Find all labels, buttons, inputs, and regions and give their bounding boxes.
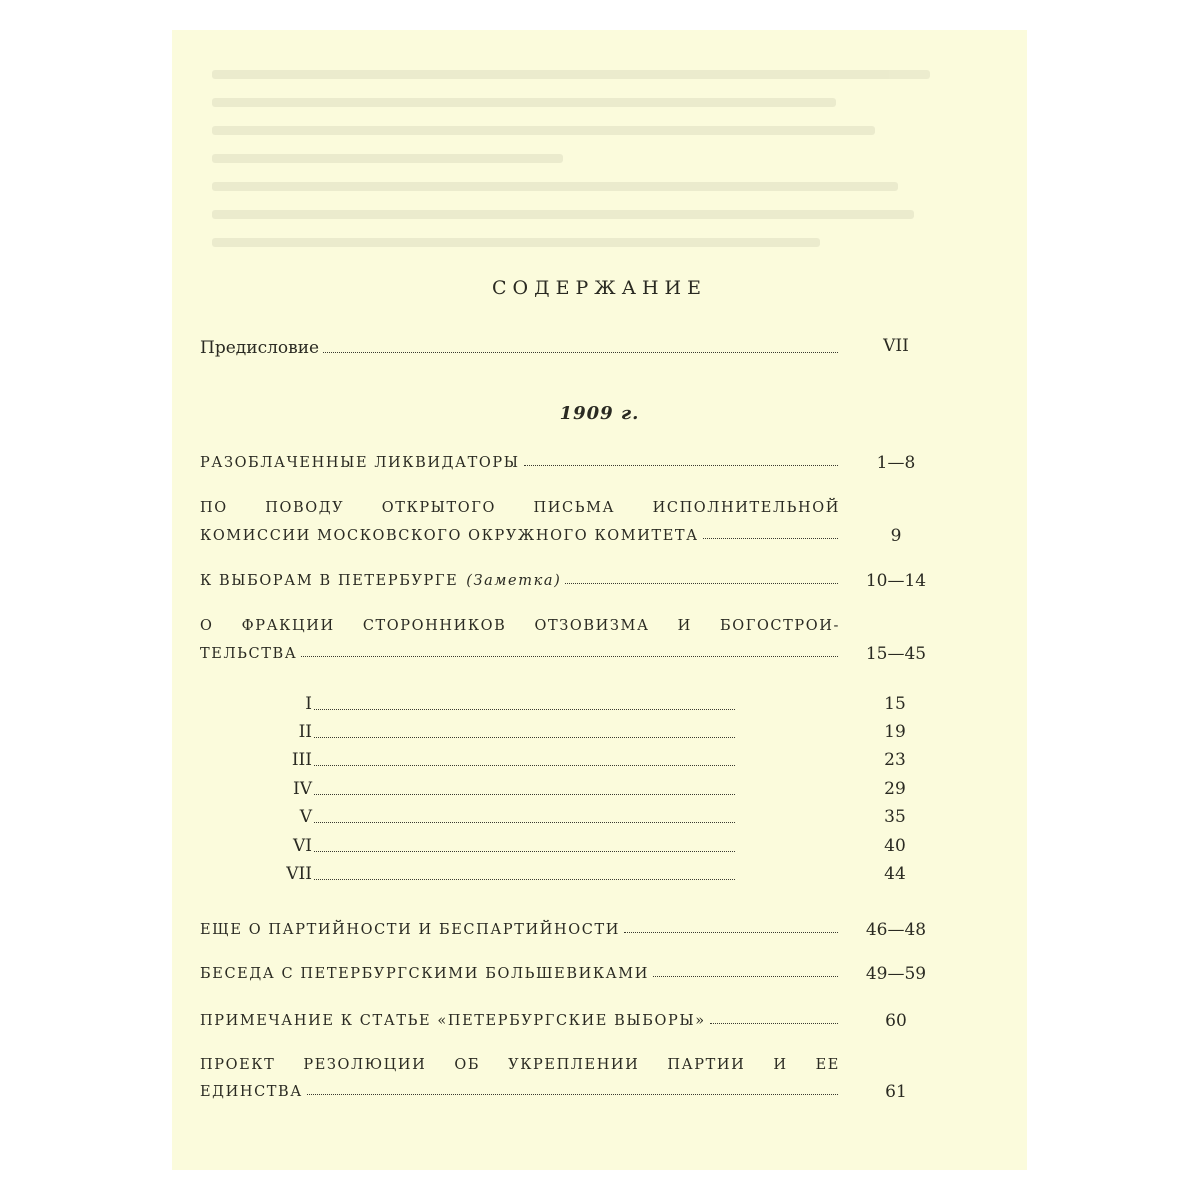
subsection-number: VII [286,864,312,884]
toc-page-number: 19 [884,722,906,742]
leader-dots [314,822,735,823]
toc-entry[interactable] [200,1013,840,1029]
toc-entry-preface[interactable] [200,338,840,358]
toc-entry-line1[interactable]: О ФРАКЦИИ СТОРОННИКОВ ОТЗОВИЗМА И БОГОСТРОИ- [200,618,840,634]
toc-subsection[interactable] [172,836,737,856]
toc-entry[interactable] [200,966,840,982]
leader-dots [314,737,735,738]
toc-entry[interactable] [200,922,840,938]
leader-dots [314,794,735,795]
toc-page-number: 35 [884,807,906,827]
toc-subsection[interactable] [172,694,737,714]
toc-entry-label: ЕДИНСТВА [200,1084,303,1100]
toc-page-number: 23 [884,750,906,770]
subsection-number: II [298,722,312,742]
leader-dots [710,1023,838,1024]
toc-page-number: 61 [885,1082,907,1102]
toc-subsection[interactable] [172,722,737,742]
toc-entry[interactable] [200,1084,840,1100]
toc-page-number: 60 [885,1011,907,1031]
toc-entry-note: (Заметка) [466,573,562,589]
toc-page-number: 46—48 [865,920,927,940]
toc-entry-label: К ВЫБОРАМ В ПЕТЕРБУРГЕ [200,573,459,589]
subsection-number: I [305,694,312,714]
leader-dots [524,465,838,466]
toc-entry-line1[interactable]: ПРОЕКТ РЕЗОЛЮЦИИ ОБ УКРЕПЛЕНИИ ПАРТИИ И ЕЕ [200,1057,840,1073]
toc-subsection[interactable] [172,750,737,770]
leader-dots [314,851,735,852]
leader-dots [314,765,735,766]
year-heading: 1909 г. [559,403,640,424]
toc-title: СОДЕРЖАНИЕ [492,277,707,299]
toc-page-number: 15—45 [865,644,927,664]
toc-subsection[interactable] [172,779,737,799]
subsection-number: IV [293,779,312,799]
toc-entry-label: БЕСЕДА С ПЕТЕРБУРГСКИМИ БОЛЬШЕВИКАМИ [200,966,649,982]
leader-dots [624,932,838,933]
toc-entry-label: КОМИССИИ МОСКОВСКОГО ОКРУЖНОГО КОМИТЕТА [200,528,699,544]
toc-entry-label: ЕЩЕ О ПАРТИЙНОСТИ И БЕСПАРТИЙНОСТИ [200,922,620,938]
book-page [172,30,1027,1170]
leader-dots [323,352,838,353]
toc-entry-label: Предисловие [200,338,320,358]
toc-page-number: 10—14 [865,571,927,591]
toc-page-number: 49—59 [865,964,927,984]
subsection-number: VI [293,836,312,856]
leader-dots [703,538,838,539]
toc-entry-line1[interactable]: ПО ПОВОДУ ОТКРЫТОГО ПИСЬМА ИСПОЛНИТЕЛЬНОЙ [200,500,840,516]
leader-dots [653,976,838,977]
toc-entry-label: ТЕЛЬСТВА [200,646,298,662]
leader-dots [565,583,838,584]
toc-entry[interactable] [200,573,840,589]
toc-page-number: VII [883,336,909,356]
subsection-number: V [299,807,312,827]
leader-dots [301,656,838,657]
leader-dots [314,709,735,710]
toc-entry[interactable] [200,528,840,544]
toc-entry[interactable] [200,646,840,662]
toc-entry-label: РАЗОБЛАЧЕННЫЕ ЛИКВИДАТОРЫ [200,455,520,471]
bleed-through-text [212,70,992,280]
leader-dots [314,879,735,880]
toc-subsection[interactable] [172,807,737,827]
leader-dots [307,1094,838,1095]
toc-page-number: 9 [890,526,902,546]
toc-page-number: 40 [884,836,906,856]
toc-page-number: 44 [884,864,906,884]
subsection-number: III [291,750,312,770]
toc-page-number: 1—8 [876,453,916,473]
toc-subsection[interactable] [172,864,737,884]
toc-page-number: 29 [884,779,906,799]
toc-entry[interactable] [200,455,840,471]
toc-entry-label: ПРИМЕЧАНИЕ К СТАТЬЕ «ПЕТЕРБУРГСКИЕ ВЫБОРЫ» [200,1013,706,1029]
toc-page-number: 15 [884,694,906,714]
